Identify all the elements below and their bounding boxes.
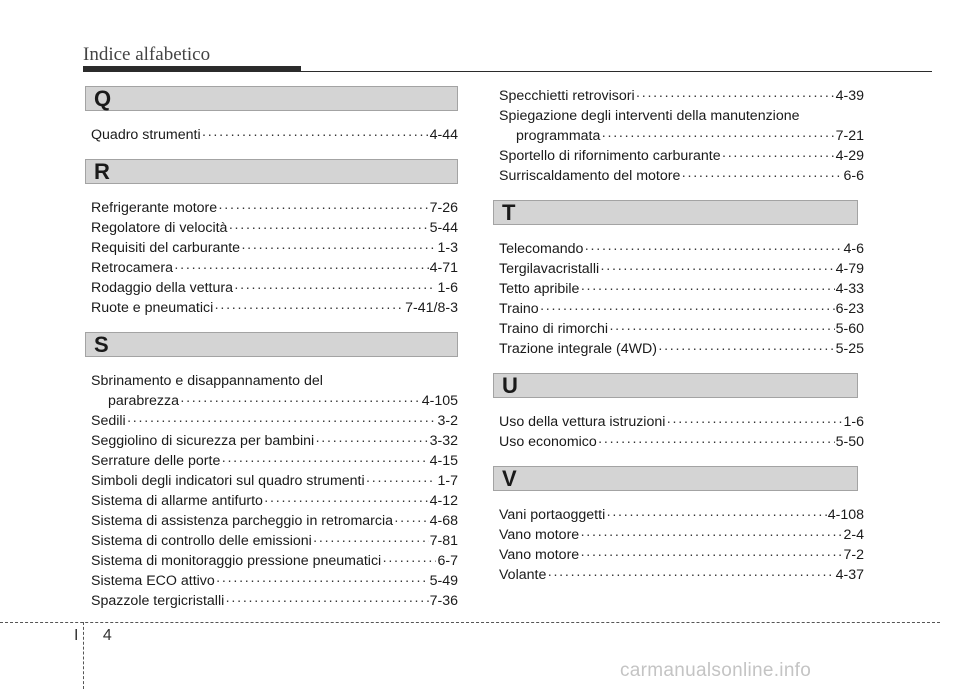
section-u-entries: [499, 412, 864, 452]
index-entry: Uso della vettura istruzioni ····· 1-6: [499, 412, 864, 432]
section-r-entries: [91, 198, 458, 318]
section-header-t: T: [493, 200, 858, 225]
index-entry: Sistema di controllo delle emissioni ····· 7-81: [91, 531, 458, 551]
index-entry: Sistema di monitoraggio pressione pneumatici ····· 6-7: [91, 551, 458, 571]
index-entry: Sportello di rifornimento carburante ····· 4-29: [499, 146, 864, 166]
index-entry: Spazzole tergicristalli ····· 7-36: [91, 591, 458, 611]
index-entry: Surriscaldamento del motore ····· 6-6: [499, 166, 864, 186]
index-entry: Tetto apribile ····· 4-33: [499, 279, 864, 299]
index-entry: Trazione integrale (4WD) ····· 5-25: [499, 339, 864, 359]
section-s-entries: [91, 371, 458, 611]
page-title: Indice alfabetico: [83, 44, 211, 65]
index-entry: Serrature delle porte ····· 4-15: [91, 451, 458, 471]
index-entry: Volante ····· 4-37: [499, 565, 864, 585]
index-entry: Seggiolino di sicurezza per bambini ····· 3-32: [91, 431, 458, 451]
index-entry: Traino ····· 6-23: [499, 299, 864, 319]
index-entry: Retrocamera ····· 4-71: [91, 258, 458, 278]
section-header-u: U: [493, 373, 858, 398]
section-t-entries: [499, 239, 864, 359]
index-entry: Specchietti retrovisori ····· 4-39: [499, 86, 864, 106]
index-entry: Vano motore ····· 2-4: [499, 525, 864, 545]
index-entry: Sistema di allarme antifurto ····· 4-12: [91, 491, 458, 511]
title-rule: [301, 71, 932, 72]
index-entry: Rodaggio della vettura ····· 1-6: [91, 278, 458, 298]
index-entry: Tergilavacristalli ····· 4-79: [499, 259, 864, 279]
index-entry: Telecomando ····· 4-6: [499, 239, 864, 259]
title-underline-bar: [83, 66, 301, 72]
section-header-q: Q: [85, 86, 458, 111]
index-entry: Quadro strumenti ····· 4-44: [91, 125, 458, 145]
index-entry: Vano motore ····· 7-2: [499, 545, 864, 565]
section-s-entries-continued: [499, 86, 864, 186]
index-entry: Refrigerante motore ····· 7-26: [91, 198, 458, 218]
section-q-entries: [91, 125, 458, 145]
section-header-r: R: [85, 159, 458, 184]
index-entry: Sistema ECO attivo ····· 5-49: [91, 571, 458, 591]
index-column-right: [499, 86, 864, 599]
index-entry: parabrezza ····· 4-105: [91, 391, 458, 411]
index-entry-head: Sbrinamento e disappannamento del: [91, 373, 323, 389]
index-entry: programmata ····· 7-21: [499, 126, 864, 146]
index-entry: Regolatore di velocità ····· 5-44: [91, 218, 458, 238]
footer-dashed-rule: [0, 622, 940, 623]
index-entry: Simboli degli indicatori sul quadro strumenti ····· 1-7: [91, 471, 458, 491]
index-column-left: [91, 86, 458, 625]
index-entry: Traino di rimorchi ····· 5-60: [499, 319, 864, 339]
index-entry: Requisiti del carburante ····· 1-3: [91, 238, 458, 258]
watermark: carmanualsonline.info: [620, 660, 812, 681]
section-v-entries: [499, 505, 864, 585]
section-header-v: V: [493, 466, 858, 491]
index-entry: Sedili ····· 3-2: [91, 411, 458, 431]
index-entry: Sistema di assistenza parcheggio in retromarcia ····· 4-68: [91, 511, 458, 531]
index-entry: Uso economico ····· 5-50: [499, 432, 864, 452]
index-entry: Vani portaoggetti ····· 4-108: [499, 505, 864, 525]
index-entry: Ruote e pneumatici ····· 7-41/8-3: [91, 298, 458, 318]
index-entry-head: Spiegazione degli interventi della manutenzione: [499, 108, 800, 124]
section-header-s: S: [85, 332, 458, 357]
page-number: I 4: [74, 627, 122, 644]
